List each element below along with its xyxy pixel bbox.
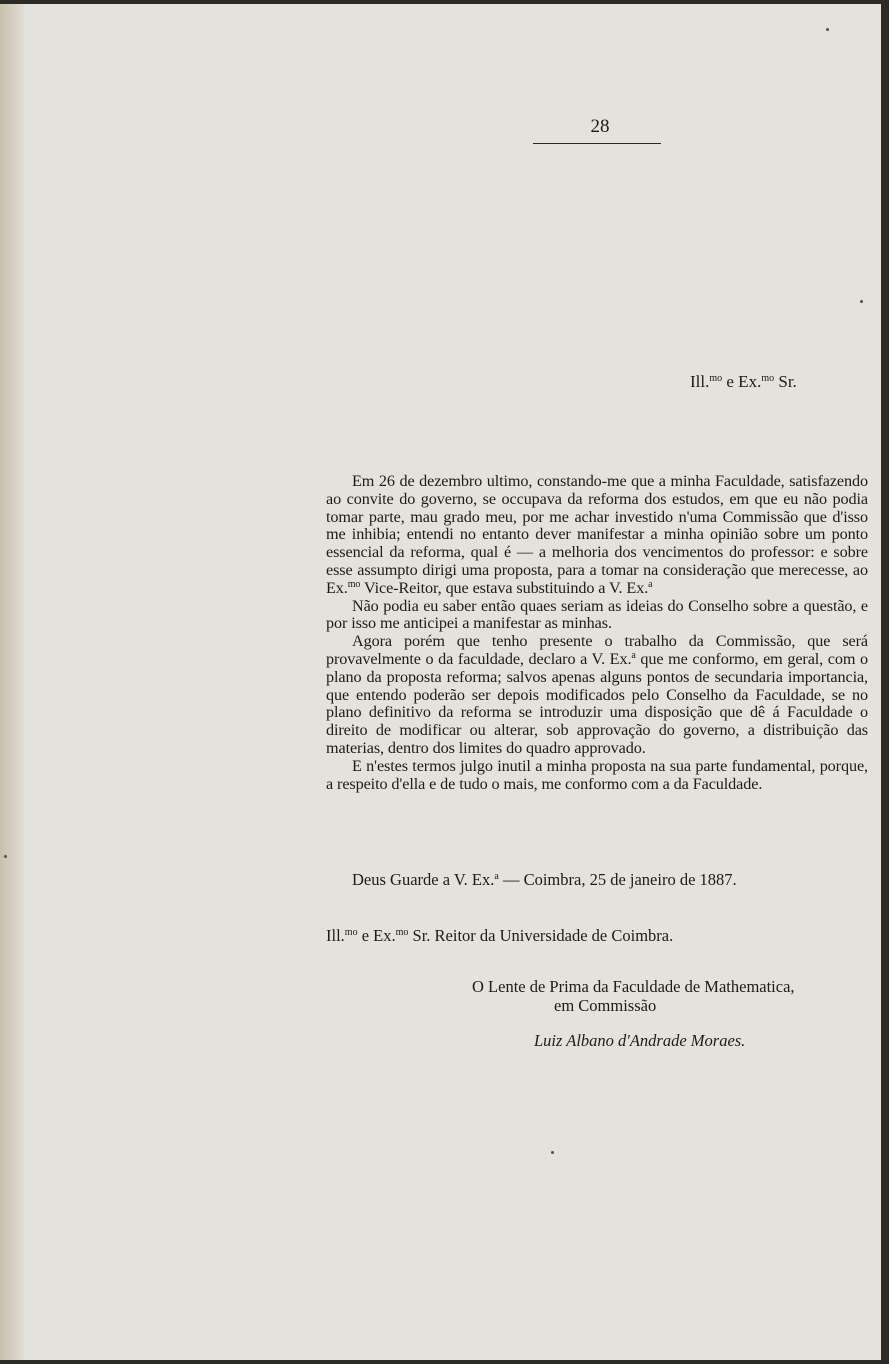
signatory-role-continued: em Commissão [554,996,657,1015]
paper-speck [826,28,829,31]
paragraph-4: E n'estes termos julgo inutil a minha proposta na sua parte fundamental, porque, a respeito d'ella e de tudo o mais, me conformo com a da Faculdade. [326,756,868,793]
paper-speck [860,300,863,303]
scan-border-right [881,0,889,1364]
paper-speck [551,1151,554,1154]
scan-border-top [0,0,889,4]
paragraph-2: Não podia eu saber então quaes seriam as ideias do Conselho sobre a questão, e por isso me anticipei a manifestar as minhas. [326,596,868,633]
letter-addressee: Ill.$^{mo}$ e Ex.$^{mo}$ Sr. Reitor da Universidade de Coimbra. [326,926,674,945]
scan-border-bottom [0,1360,889,1364]
signatory-role: O Lente de Prima da Faculdade de Mathematica, [472,977,795,996]
paragraph-1: Em 26 de dezembro ultimo, constando-me que a minha Faculdade, satisfazendo ao convite do governo, se occupava da reforma dos estudos, em que eu não podia tomar parte, mau grado meu, por me achar investido n'uma Commissão que d'isso me inhibia; entendi no entanto dever manifestar a minha opinião sobre um ponto essencial da reforma, qual é — a melhoria dos vencimentos do professor: e sobre esse assumpto dirigi uma proposta, para a tomar na consideração que merecesse, ao Ex.$^{mo}$ Vice-Reitor, que estava substituindo a V. Ex.$^a$ [326,472,868,597]
letter-salutation: Ill.$^{mo}$ e Ex.$^{mo}$ Sr. [690,372,797,391]
page-number-rule [533,143,661,144]
signature: Luiz Albano d'Andrade Moraes. [534,1031,746,1050]
letter-body [326,473,868,793]
paper-speck [4,855,7,858]
page-number: 28 [590,116,610,137]
paragraph-3: Agora porém que tenho presente o trabalho da Commissão, que será provavelmente o da faculdade, declaro a V. Ex.$^a$ que me conformo, em geral, com o plano da proposta reforma; salvos apenas alguns pontos de secundaria importancia, que entendo poderão ser depois modificados pelo Conselho da Faculdade, se no plano definitivo da reforma se introduzir uma disposição que dê á Faculdade o direito de modificar ou alterar, sob approvação do governo, a distribuição das materias, dentro dos limites do quadro approvado. [326,632,868,757]
letter-closing: Deus Guarde a V. Ex.$^a$ — Coimbra, 25 de janeiro de 1887. [352,870,737,889]
page-binding-edge [0,0,26,1364]
